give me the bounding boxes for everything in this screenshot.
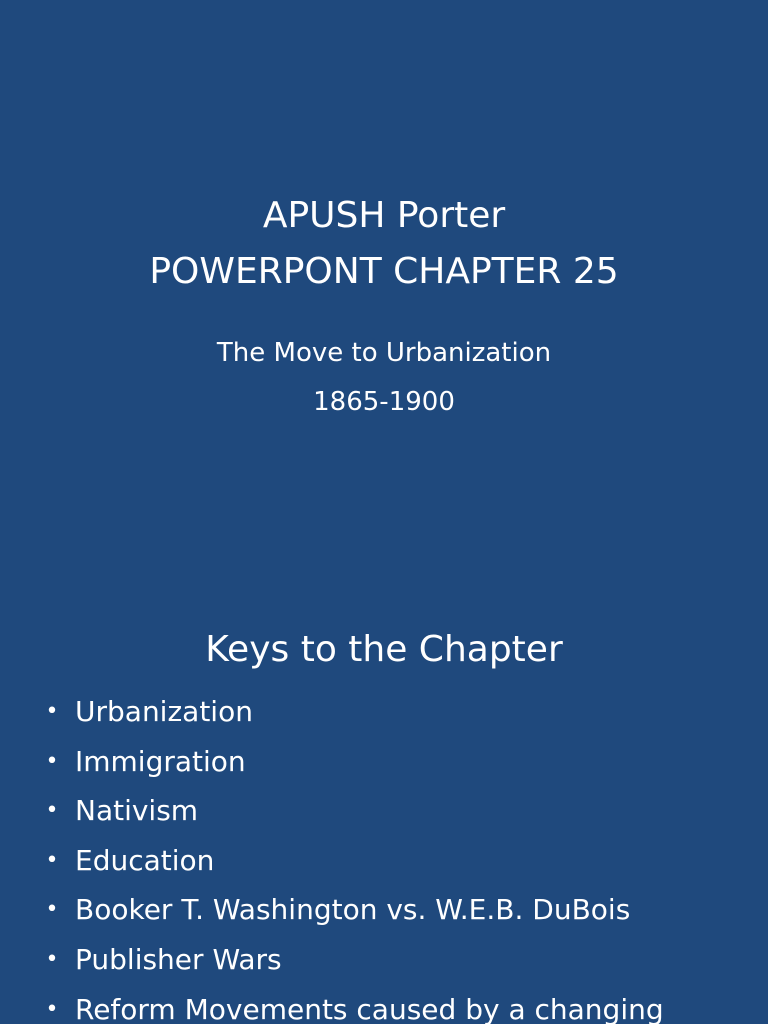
bullet-icon: • <box>45 748 59 774</box>
slide-title-line-2: POWERPONT CHAPTER 25 <box>149 251 619 292</box>
bullet-item-publisher-wars <box>0 936 768 986</box>
slide-subtitle-line-1: The Move to Urbanization <box>216 338 552 368</box>
bullet-icon: • <box>45 996 59 1022</box>
bullet-item-immigration <box>0 738 768 788</box>
slide-title-line-1: APUSH Porter <box>262 195 506 236</box>
bullet-item-washington-dubois <box>0 886 768 936</box>
bullet-item-education <box>0 837 768 887</box>
bullet-list <box>0 688 768 1024</box>
bullet-icon: • <box>45 798 59 824</box>
keys-slide-title: Keys to the Chapter <box>205 629 563 670</box>
bullet-icon: • <box>45 897 59 923</box>
bullet-item-reform-movements <box>0 986 768 1024</box>
bullet-text: Urbanization <box>75 695 253 728</box>
bullet-text: Education <box>75 843 215 877</box>
keys-slide <box>0 576 768 1024</box>
bullet-text: Reform Movements caused by a changing <box>75 992 664 1024</box>
bullet-text: Nativism <box>75 794 199 828</box>
bullet-icon: • <box>45 847 59 873</box>
bullet-text: Booker T. Washington vs. W.E.B. DuBois <box>75 893 631 927</box>
bullet-icon: • <box>45 946 59 972</box>
bullet-text: Publisher Wars <box>75 942 282 976</box>
bullet-icon: • <box>45 699 59 724</box>
bullet-item-nativism <box>0 787 768 837</box>
slide-subtitle-line-2: 1865-1900 <box>313 387 455 417</box>
bullet-item-urbanization <box>0 688 768 738</box>
bullet-text: Immigration <box>75 744 246 778</box>
